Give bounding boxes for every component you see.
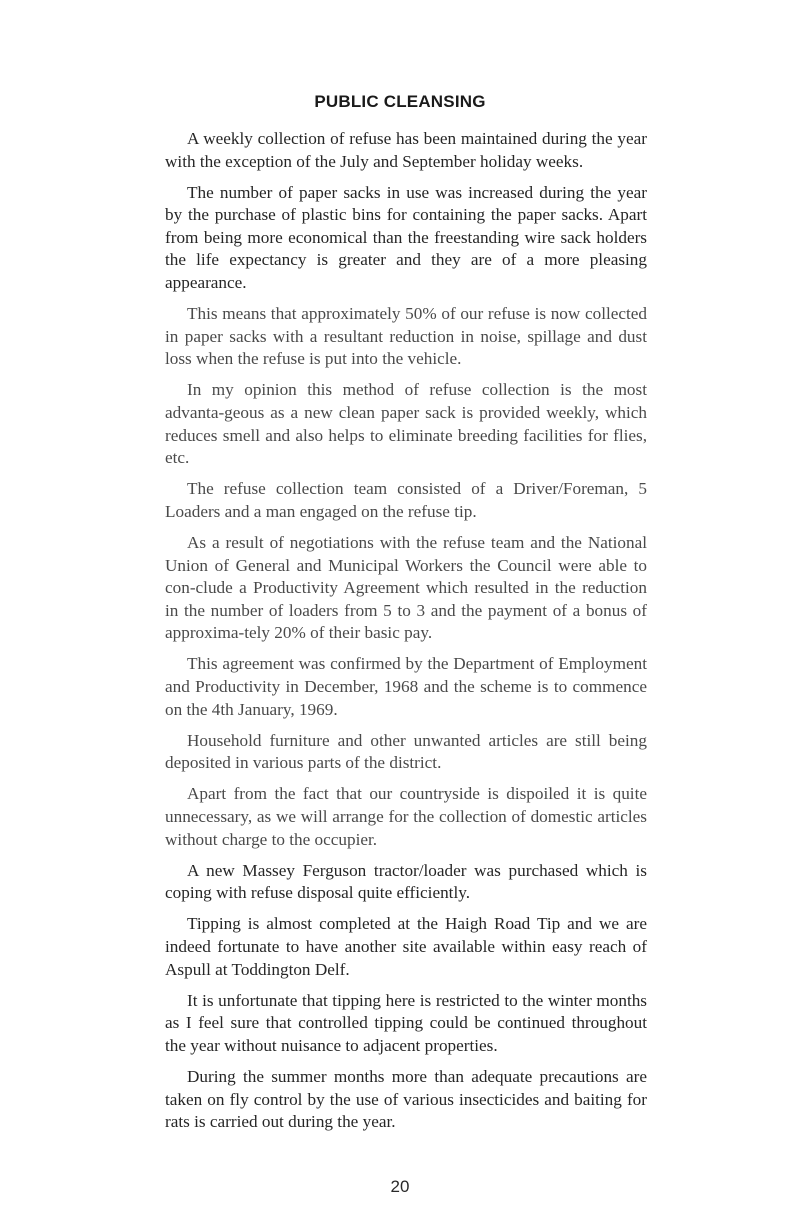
paragraph-paper-sacks: The number of paper sacks in use was increased during the year by the purchase of plastic bins for containing the paper sacks. Apart from being more economical than the freestanding wire sack holders the life expectancy is greater and they are of a more pleasing appearance. bbox=[165, 182, 647, 293]
paragraph-winter-months: It is unfortunate that tipping here is restricted to the winter months as I feel sure that controlled tipping could be continued throughout the year without nuisance to adjacent properties. bbox=[165, 990, 647, 1055]
paragraph-countryside: Apart from the fact that our countryside is dispoiled it is quite unnecessary, as we will arrange for the collection of domestic articles without charge to the occupier. bbox=[165, 784, 647, 849]
paragraph-tractor-loader: A new Massey Ferguson tractor/loader was purchased which is coping with refuse disposal quite efficiently. bbox=[165, 860, 647, 903]
body-text bbox=[165, 128, 647, 1142]
paragraph-opinion: In my opinion this method of refuse collection is the most advanta-geous as a new clean paper sack is provided weekly, which reduces smell and also helps to eliminate breeding facilities for flies, etc. bbox=[165, 380, 647, 468]
page-number: 20 bbox=[390, 1177, 410, 1196]
paragraph-fly-control: During the summer months more than adequate precautions are taken on fly control by the use of various insecticides and baiting for rats is carried out during the year. bbox=[165, 1066, 647, 1132]
paragraph-collection-team: The refuse collection team consisted of a Driver/Foreman, 5 Loaders and a man engaged on the refuse tip. bbox=[165, 479, 647, 521]
paragraph-negotiations: As a result of negotiations with the refuse team and the National Union of General and Municipal Workers the Council were able to con-clude a Productivity Agreement which resulted in the reduction in the number of loaders from 5 to 3 and the payment of a bonus of approxima-tely 20% of their basic pay. bbox=[165, 533, 647, 643]
paragraph-agreement-confirmed: This agreement was confirmed by the Department of Employment and Productivity in December, 1968 and the scheme is to commence on the 4th January, 1969. bbox=[165, 654, 647, 719]
paragraph-fifty-percent: This means that approximately 50% of our refuse is now collected in paper sacks with a resultant reduction in noise, spillage and dust loss when the refuse is put into the vehicle. bbox=[165, 304, 647, 369]
paragraph-household-furniture: Household furniture and other unwanted articles are still being deposited in various parts of the district. bbox=[165, 730, 647, 773]
page-title: PUBLIC CLEANSING bbox=[314, 92, 486, 111]
paragraph-weekly-collection: A weekly collection of refuse has been maintained during the year with the exception of the July and September holiday weeks. bbox=[165, 129, 647, 171]
paragraph-tipping: Tipping is almost completed at the Haigh Road Tip and we are indeed fortunate to have another site available within easy reach of Aspull at Toddington Delf. bbox=[165, 914, 647, 979]
